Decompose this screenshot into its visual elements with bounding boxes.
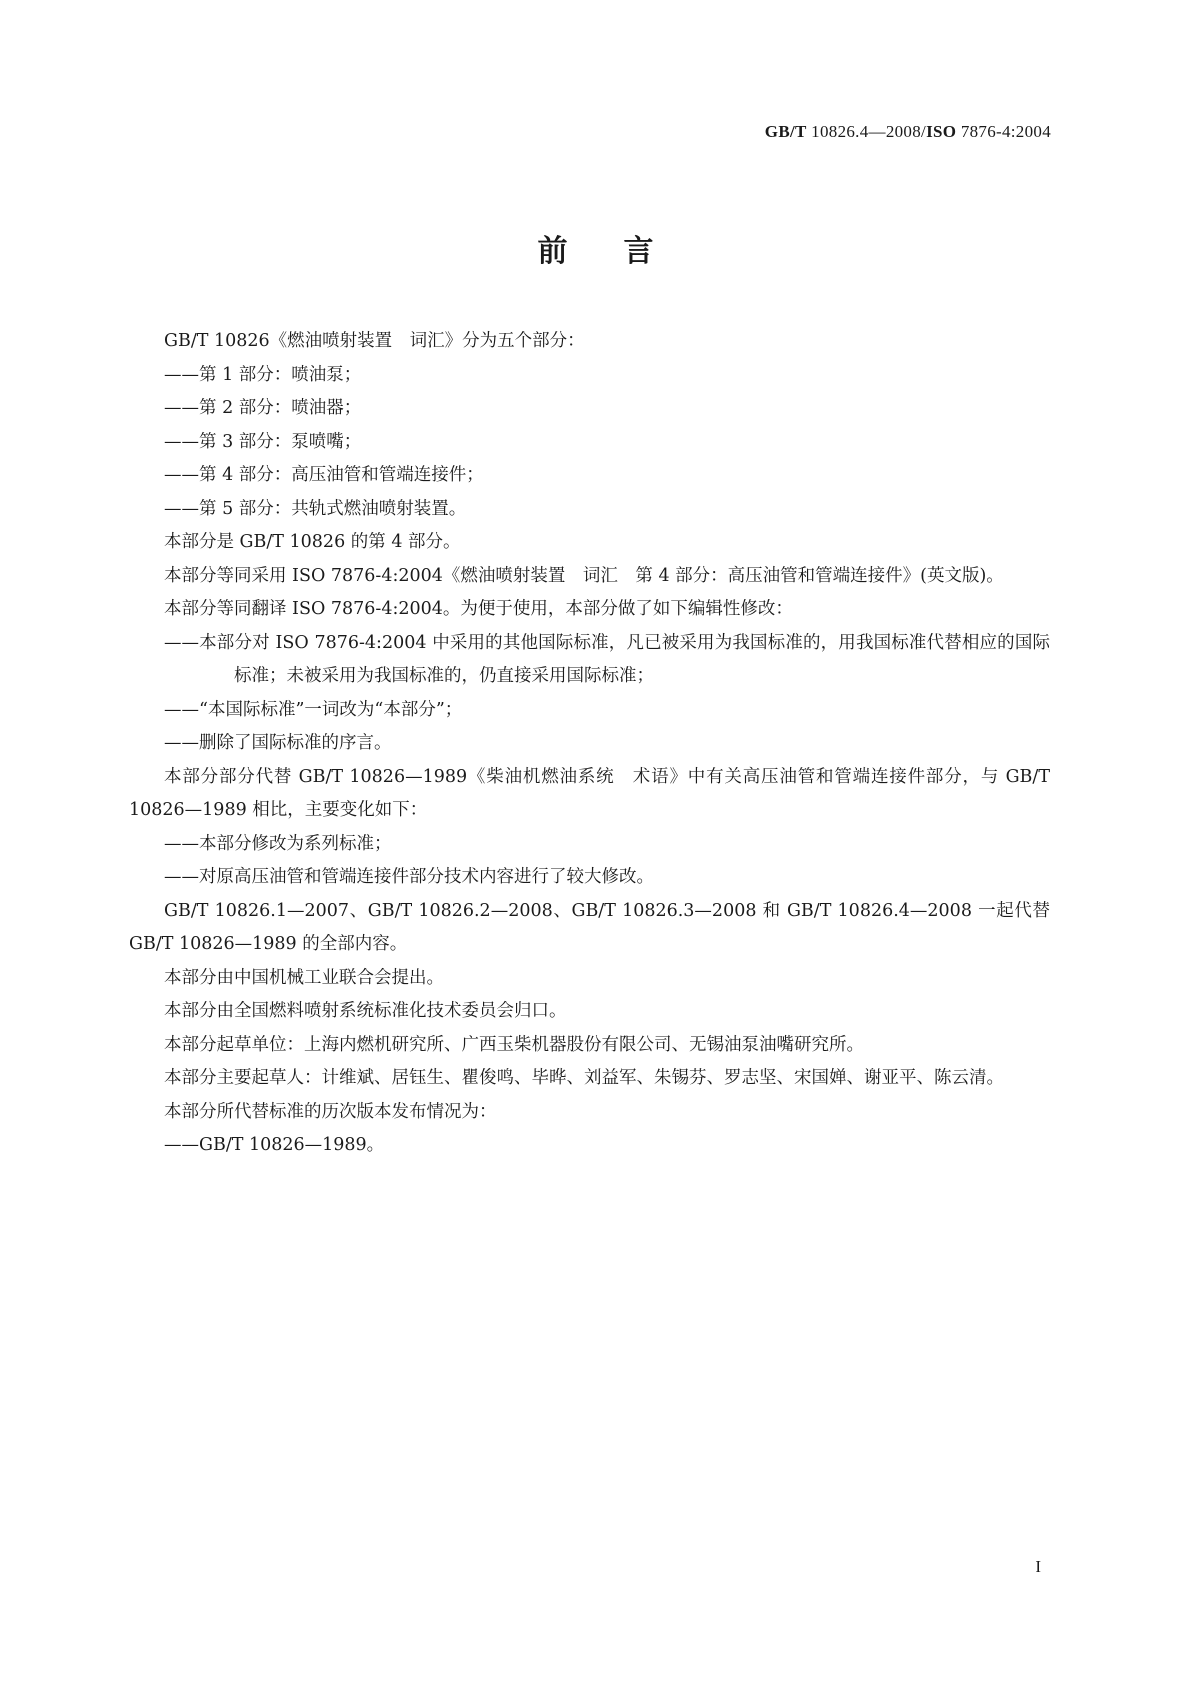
paragraph-under-jurisdiction: 本部分由全国燃料喷射系统标准化技术委员会归口。: [164, 1001, 567, 1021]
std-prefix-iso: ISO: [926, 122, 957, 141]
page-number: I: [1035, 1557, 1041, 1576]
page-title: 前言: [537, 234, 710, 269]
std-prefix-gbt: GB/T: [764, 122, 807, 141]
list-item-change-1: ——本部分修改为系列标准；: [164, 833, 392, 854]
list-item-part-4: ——第 4 部分：高压油管和管端连接件；: [164, 465, 484, 485]
paragraph-replaces: 本部分部分代替 GB/T 10826—1989《柴油机燃油系统 术语》中有关高压油管和管端连接件部分，与 GB/T 10826—1989 相比，主要变化如下：: [129, 766, 1050, 820]
paragraph-intro: GB/T 10826《燃油喷射装置 词汇》分为五个部分：: [164, 331, 585, 351]
list-item-edit-2: ——“本国际标准”一词改为“本部分”；: [164, 699, 463, 720]
list-item-edit-3: ——删除了国际标准的序言。: [164, 733, 392, 753]
list-item-part-2: ——第 2 部分：喷油器；: [164, 398, 362, 418]
paragraph-drafters: 本部分主要起草人：计维斌、居钰生、瞿俊鸣、毕晔、刘益军、朱锡芬、罗志坚、宋国婵、谢亚平、陈云清。: [164, 1068, 1004, 1088]
list-item-previous-edition: ——GB/T 10826—1989。: [164, 1135, 385, 1155]
std-code-gbt: 10826.4—2008/: [806, 122, 927, 141]
paragraph-series-replace: GB/T 10826.1—2007、GB/T 10826.2—2008、GB/T 10826.3—2008 和 GB/T 10826.4—2008 一起代替 GB/T 10826—1989 的全部内容。: [129, 900, 1050, 954]
paragraph-this-part: 本部分是 GB/T 10826 的第 4 部分。: [164, 532, 461, 552]
paragraph-proposed-by: 本部分由中国机械工业联合会提出。: [164, 967, 444, 988]
foreword-body: [129, 325, 1050, 1163]
paragraph-drafting-units: 本部分起草单位：上海内燃机研究所、广西玉柴机器股份有限公司、无锡油泵油嘴研究所。: [164, 1034, 864, 1055]
paragraph-previous-editions: 本部分所代替标准的历次版本发布情况为：: [164, 1101, 497, 1122]
standard-number-header: [765, 122, 1051, 142]
list-item-edit-1: ——本部分对 ISO 7876-4:2004 中采用的其他国际标准，凡已被采用为我国标准的，用我国标准代替相应的国际标准；未被采用为我国标准的，仍直接采用国际标准；: [164, 632, 1050, 686]
list-item-part-3: ——第 3 部分：泵喷嘴；: [164, 431, 362, 452]
std-code-iso: 7876-4:2004: [956, 122, 1051, 141]
paragraph-translation: 本部分等同翻译 ISO 7876-4:2004。为便于使用，本部分做了如下编辑性修改：: [164, 599, 793, 619]
paragraph-adoption: 本部分等同采用 ISO 7876-4:2004《燃油喷射装置 词汇 第 4 部分：高压油管和管端连接件》(英文版)。: [164, 565, 1004, 586]
list-item-part-5: ——第 5 部分：共轨式燃油喷射装置。: [164, 498, 467, 519]
list-item-change-2: ——对原高压油管和管端连接件部分技术内容进行了较大修改。: [164, 867, 654, 887]
list-item-part-1: ——第 1 部分：喷油泵；: [164, 364, 362, 385]
